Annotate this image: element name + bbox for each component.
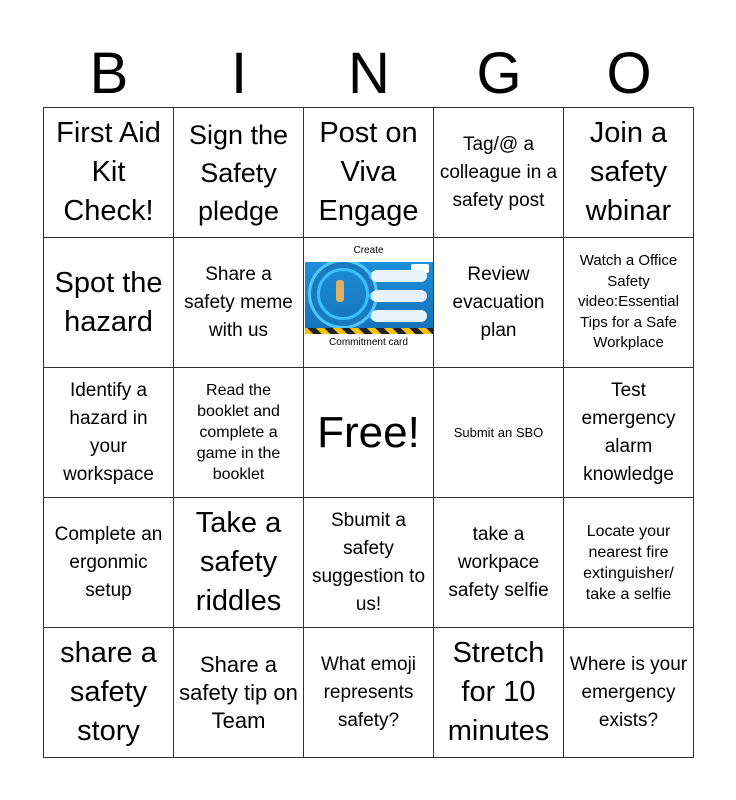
hazard-stripe xyxy=(305,328,433,334)
cell-text: Join a safety wbinar xyxy=(585,117,672,227)
bingo-cell[interactable] xyxy=(564,368,694,498)
bingo-cell[interactable] xyxy=(564,498,694,628)
bingo-cell[interactable] xyxy=(434,238,564,368)
commitment-card-image xyxy=(305,262,433,334)
cell-text: Sign the Safety pledge xyxy=(188,119,289,226)
bingo-cell[interactable] xyxy=(44,368,174,498)
cell-text: What emoji represents safety? xyxy=(320,653,417,731)
bingo-cell[interactable] xyxy=(174,628,304,758)
header-letter-n: N xyxy=(348,41,390,106)
bingo-cell[interactable] xyxy=(44,498,174,628)
cell-text: Test emergency alarm knowledge xyxy=(581,379,676,485)
cell-text: Sbumit a safety suggestion to us! xyxy=(311,509,426,615)
cell-text: Read the booklet and complete a game in the booklet xyxy=(196,382,281,483)
bingo-cell[interactable] xyxy=(434,108,564,238)
header-letter-b: B xyxy=(89,41,129,106)
cell-text: Locate your nearest fire extinguisher/ take a selfie xyxy=(583,522,674,603)
bingo-cell[interactable] xyxy=(564,108,694,238)
cell-text: share a safety story xyxy=(60,637,157,747)
cell-text: Take a safety riddles xyxy=(195,507,282,617)
bingo-cell[interactable] xyxy=(44,108,174,238)
person-icon xyxy=(336,280,344,302)
cell-text: Share a safety meme with us xyxy=(184,263,293,341)
cell-text: Post on Viva Engage xyxy=(318,117,419,227)
bingo-cell[interactable] xyxy=(434,498,564,628)
bingo-cell[interactable] xyxy=(44,628,174,758)
free-space-text: Free! xyxy=(317,407,420,457)
header-letter-o: O xyxy=(606,41,652,106)
cell-text: Spot the hazard xyxy=(54,266,163,338)
bingo-cell-free[interactable] xyxy=(304,368,434,498)
header-letter-i: I xyxy=(230,41,248,106)
bingo-cell[interactable] xyxy=(174,238,304,368)
cell-text: Identify a hazard in your workspace xyxy=(63,379,154,485)
cell-text: First Aid Kit Check! xyxy=(56,117,161,227)
bingo-cell[interactable] xyxy=(564,628,694,758)
bingo-cell[interactable] xyxy=(44,238,174,368)
bingo-cell[interactable] xyxy=(434,368,564,498)
bingo-grid xyxy=(43,107,694,758)
cell-text: Share a safety tip on Team xyxy=(179,651,298,733)
image-caption-top: Create xyxy=(353,245,384,256)
bingo-cell[interactable] xyxy=(434,628,564,758)
bingo-cell[interactable] xyxy=(304,498,434,628)
cell-text: Tag/@ a colleague in a safety post xyxy=(439,133,558,211)
image-caption-bottom: Commitment card xyxy=(329,337,408,348)
bingo-header xyxy=(44,40,694,108)
header-letter-g: G xyxy=(476,41,522,106)
bingo-cell[interactable] xyxy=(174,368,304,498)
bingo-cell[interactable] xyxy=(564,238,694,368)
cell-text: take a workpace safety selfie xyxy=(448,523,549,601)
cell-text: Stretch for 10 minutes xyxy=(447,637,550,747)
bingo-cell[interactable] xyxy=(304,108,434,238)
cell-text: Review evacuation plan xyxy=(452,263,545,341)
cell-text: Where is your emergency exists? xyxy=(569,653,688,731)
bingo-cell[interactable] xyxy=(174,498,304,628)
bingo-cell-commitment-card[interactable] xyxy=(304,238,434,368)
cell-text: Submit an SBO xyxy=(453,424,544,440)
cell-text: Complete an ergonmic setup xyxy=(54,523,163,601)
bingo-cell[interactable] xyxy=(174,108,304,238)
cell-text: Watch a Office Safety video:Essential Tips for a Safe Workplace xyxy=(578,252,679,352)
bingo-cell[interactable] xyxy=(304,628,434,758)
